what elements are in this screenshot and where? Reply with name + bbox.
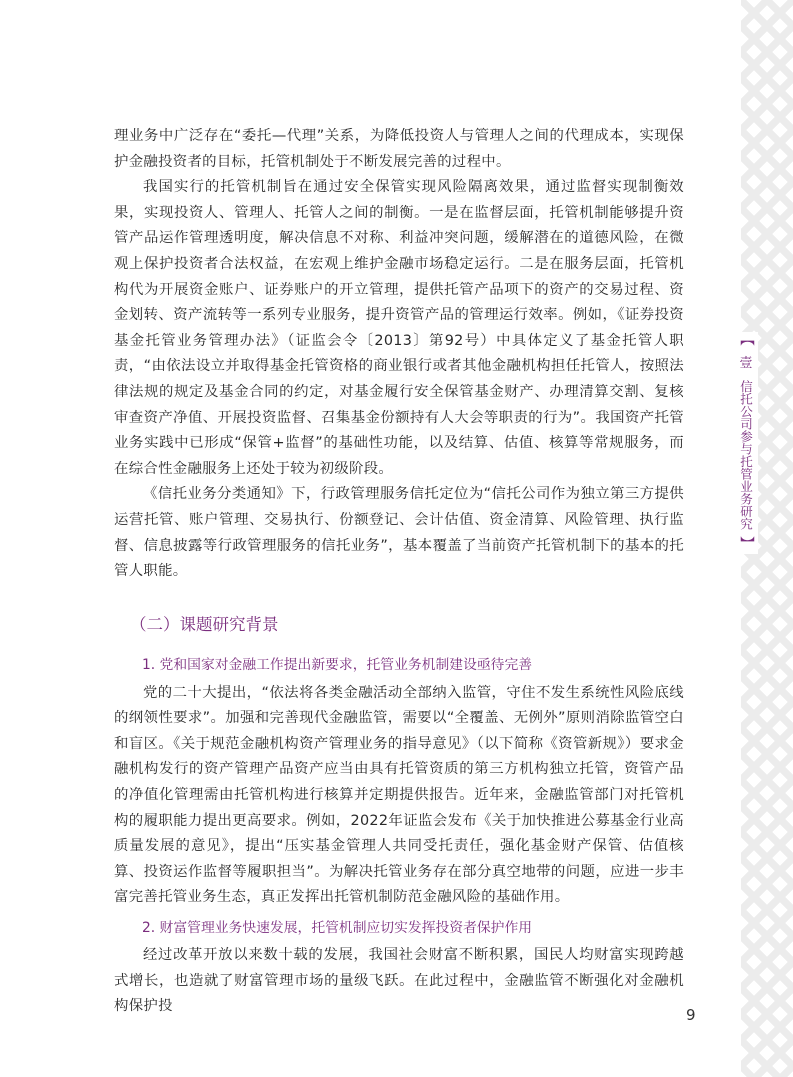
subsection-heading: 2. 财富管理业务快速发展，托管机制应切实发挥投资者保护作用 [142,920,533,937]
side-bracket-open: 【 [738,332,754,346]
chapter-number: 壹 [739,356,753,371]
page-body [114,124,684,1020]
body-paragraph: 党的二十大提出，“依法将各类金融活动全部纳入监管，守住不发生系统性风险底线的纲领性要求”。加强和完善现代金融监管，需要以“全覆盖、无例外”原则消除监管空白和盲区。《关于规范金融机构资产管理业务的指导意见》（以下简称《资管新规》）要求金融机构发行的资产管理产品资产应当由具有托管资质的第三方机构独立托管，资管产品的净值化管理需由托管机构进行核算并定期提供报告。近年来，金融监管部门对托管机构的履职能力提出更高要求。例如，2022年证监会发布《关于加快推进公募基金行业高质量发展的意见》，提出“压实基金管理人共同受托责任，强化基金财产保管、估值核算、投资运作监督等履职担当”。为解决托管业务存在部分真空地带的问题，应进一步丰富完善托管业务生态，真正发挥出托管机制防范金融风险的基础作用。 [114,684,684,906]
subsection-heading: 1. 党和国家对金融工作提出新要求，托管业务机制建设亟待完善 [142,656,533,673]
body-paragraph: 我国实行的托管机制旨在通过安全保管实现风险隔离效果，通过监督实现制衡效果，实现投资人、管理人、托管人之间的制衡。一是在监督层面，托管机制能够提升资管产品运作管理透明度，解决信息不对称、利益冲突问题，缓解潜在的道德风险，在微观上保护投资者合法权益，在宏观上维护金融市场稳定运行。二是在服务层面，托管机构代为开展资金账户、证券账户的开立管理，提供托管产品项下的资产的交易过程、资金划转、资产流转等一系列专业服务，提升资管产品的管理运行效率。例如，《证券投资基金托管业务管理办法》（证监会令〔2013〕第92号）中具体定义了基金托管人职责，“由依法设立并取得基金托管资格的商业银行或者其他金融机构担任托管人，按照法律法规的规定及基金合同的约定，对基金履行安全保管基金财产、办理清算交割、复核审查资产净值、开展投资监督、召集基金份额持有人大会等职责的行为”。我国资产托管业务实践中已形成“保管+监督”的基础性功能，以及结算、估值、核算等常规服务，而在综合性金融服务上还处于较为初级阶段。 [114,179,684,477]
body-paragraph: 经过改革开放以来数十载的发展，我国社会财富不断积累，国民人均财富实现跨越式增长，也造就了财富管理市场的量级飞跃。在此过程中，金融监管不断强化对金融机构保护投 [114,947,684,1015]
chapter-side-tab [734,332,758,554]
side-bracket-close: 】 [738,536,754,550]
chapter-title: 信托公司参与托管业务研究 [738,380,754,530]
page-number: 9 [686,1006,696,1024]
section-heading: （二）课题研究背景 [130,614,279,634]
body-paragraph: 理业务中广泛存在“委托—代理”关系，为降低投资人与管理人之间的代理成本，实现保护金融投资者的目标，托管机制处于不断发展完善的过程中。 [114,128,684,170]
body-paragraph: 《信托业务分类通知》下，行政管理服务信托定位为“信托公司作为独立第三方提供运营托管、账户管理、交易执行、份额登记、会计估值、资金清算、风险管理、执行监督、信息披露等行政管理服务的信托业务”，基本覆盖了当前资产托管机制下的基本的托管人职能。 [114,486,684,580]
